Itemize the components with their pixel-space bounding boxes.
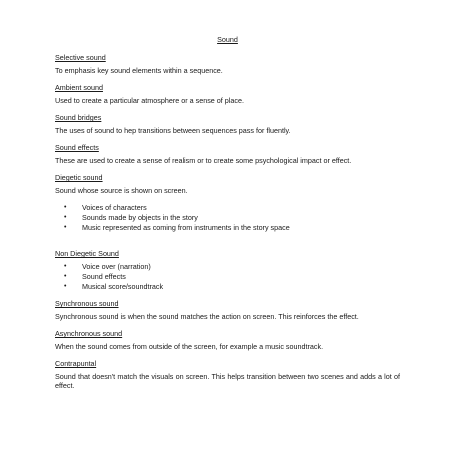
list-item: • Voices of characters: [64, 203, 147, 212]
non-diegetic-bullet-list: [55, 262, 400, 291]
text-diegetic-sound: Sound whose source is shown on screen.: [55, 186, 188, 195]
heading-contrapuntal: Contrapuntal: [55, 359, 97, 368]
heading-selective-sound: Selective sound: [55, 53, 106, 62]
heading-ambient-sound: Ambient sound: [55, 83, 103, 92]
heading-sound-bridges: Sound bridges: [55, 113, 102, 122]
heading-diegetic-sound: Diegetic sound: [55, 173, 103, 182]
text-sound-effects: These are used to create a sense of realism or to create some psychological impact or effect.: [55, 156, 352, 165]
list-item: • Musical score/soundtrack: [64, 282, 164, 291]
text-selective-sound: To emphasis key sound elements within a sequence.: [55, 66, 223, 75]
list-item: • Music represented as coming from instruments in the story space: [64, 223, 290, 232]
bullet-icon: •: [64, 224, 67, 231]
heading-asynchronous-sound: Asynchronous sound: [55, 329, 123, 338]
text-contrapuntal: Sound that doesn't match the visuals on screen. This helps transition between two scenes and adds a lot of effect.: [55, 372, 400, 390]
text-asynchronous-sound: When the sound comes from outside of the screen, for example a music soundtrack.: [55, 342, 324, 351]
spacer: [55, 240, 400, 249]
bullet-icon: •: [64, 204, 67, 211]
document-page: [55, 35, 400, 398]
bullet-icon: •: [64, 214, 67, 221]
text-ambient-sound: Used to create a particular atmosphere or a sense of place.: [55, 96, 244, 105]
list-item: • Voice over (narration): [64, 262, 151, 271]
heading-sound-effects: Sound effects: [55, 143, 99, 152]
heading-non-diegetic-sound: Non Diegetic Sound: [55, 249, 119, 258]
bullet-icon: •: [64, 283, 67, 290]
bullet-icon: •: [64, 273, 67, 280]
text-sound-bridges: The uses of sound to hep transitions between sequences pass for fluently.: [55, 126, 291, 135]
document-title: Sound: [217, 35, 238, 44]
diegetic-bullet-list: [55, 203, 400, 232]
bullet-icon: •: [64, 263, 67, 270]
list-item: • Sound effects: [64, 272, 126, 281]
text-synchronous-sound: Synchronous sound is when the sound matches the action on screen. This reinforces the effect.: [55, 312, 359, 321]
heading-synchronous-sound: Synchronous sound: [55, 299, 119, 308]
list-item: • Sounds made by objects in the story: [64, 213, 198, 222]
